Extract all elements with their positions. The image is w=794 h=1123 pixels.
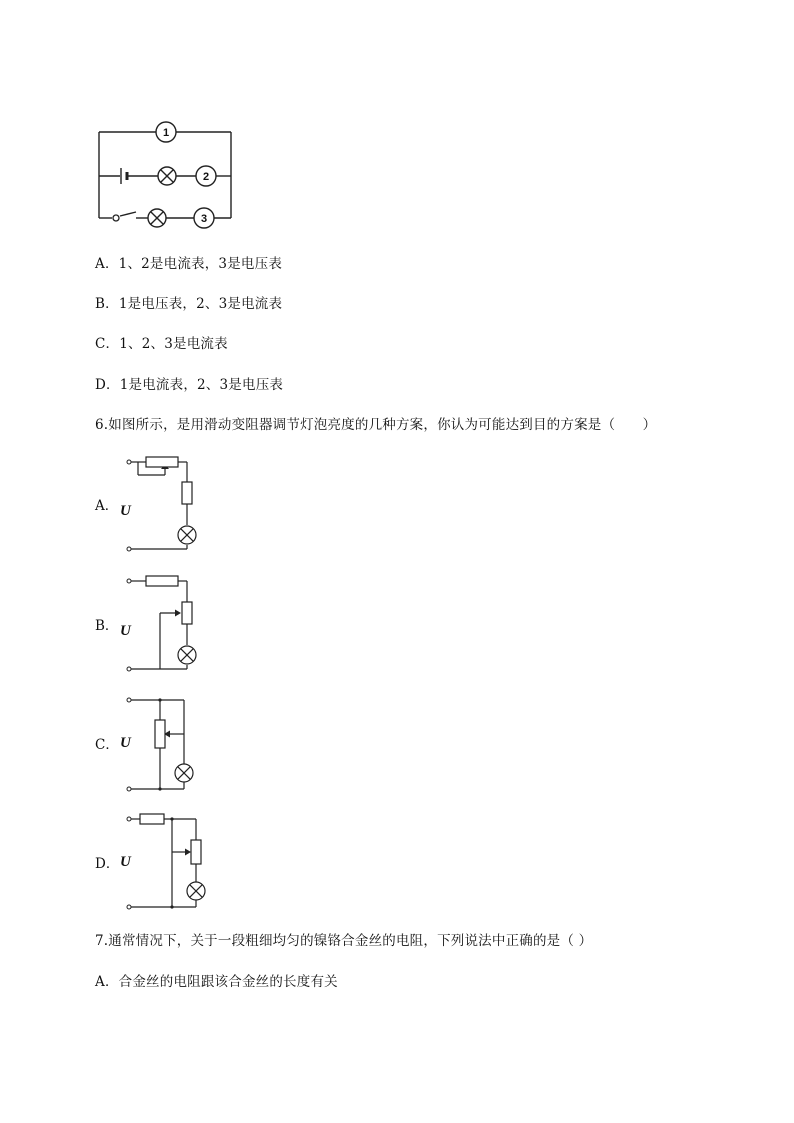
q7-stem: 7.通常情况下，关于一段粗细均匀的镍铬合金丝的电阻，下列说法中正确的是（ ） [95, 933, 593, 949]
lamp-icon [158, 167, 176, 185]
q6-option-c-label: C． [95, 737, 119, 753]
option-letter: A． [95, 974, 119, 990]
option-text: 1、2、3是电流表 [119, 336, 228, 352]
meter-2-label: 2 [202, 171, 210, 183]
q6-option-a-circuit [120, 452, 210, 557]
option-letter: B． [95, 296, 119, 312]
q5-option-b [95, 295, 282, 313]
lamp-icon [148, 209, 166, 227]
lamp-icon [178, 646, 196, 664]
q5-option-d [95, 376, 283, 394]
lamp-icon [178, 526, 196, 544]
option-letter: A． [95, 256, 119, 272]
q6-option-c-voltage: U [120, 735, 131, 751]
q6-option-a-label: A． [95, 498, 119, 514]
q6-option-d-voltage: U [120, 854, 131, 870]
option-letter: C． [95, 336, 120, 352]
q6-option-b-voltage: U [120, 623, 131, 639]
q5-option-a [95, 255, 282, 273]
q6-option-a-voltage: U [120, 503, 131, 519]
option-text: 1是电流表，2、3是电压表 [119, 377, 284, 393]
q6-option-b-label: B． [95, 618, 119, 634]
q6-option-d-circuit [120, 810, 210, 915]
meter-3-label: 3 [200, 213, 208, 225]
option-text: 1是电压表，2、3是电流表 [118, 296, 283, 312]
lamp-icon [187, 882, 205, 900]
lamp-icon [175, 764, 193, 782]
q6-option-b-circuit [120, 572, 210, 677]
q6-stem: 6.如图所示，是用滑动变阻器调节灯泡亮度的几种方案，你认为可能达到目的方案是（ ） [95, 417, 657, 433]
option-text: 1、2是电流表，3是电压表 [118, 256, 283, 272]
q5-circuit-diagram [90, 118, 240, 230]
q6-option-d-label: D． [95, 856, 120, 872]
meter-1-label: 1 [162, 127, 170, 139]
option-text: 合金丝的电阻跟该合金丝的长度有关 [118, 974, 338, 990]
q7-option-a [95, 973, 338, 991]
q5-option-c [95, 335, 228, 353]
q6-option-c-circuit [120, 692, 210, 797]
option-letter: D． [95, 377, 120, 393]
